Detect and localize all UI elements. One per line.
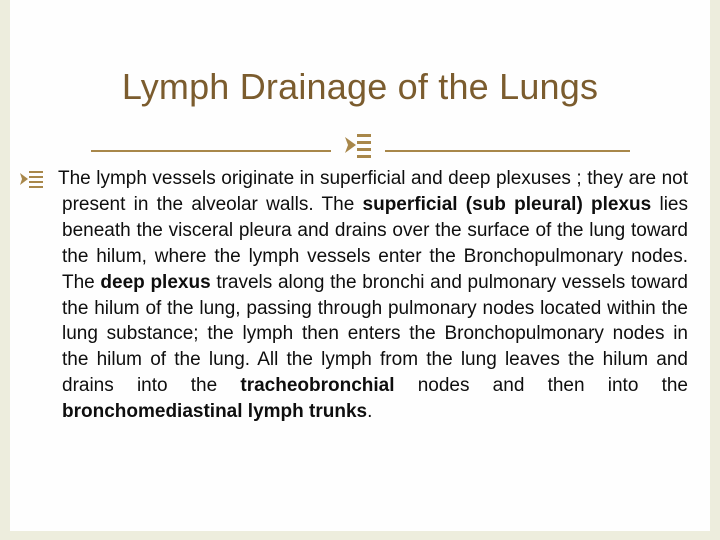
text-run: The lymph vessels originate in superficial and deep plexuses ; they are not present in the alveolar walls. The bbox=[58, 168, 688, 215]
ornament-bullet-icon bbox=[343, 131, 373, 159]
bold-term-deep-plexus: deep plexus bbox=[100, 271, 211, 293]
text-run: . bbox=[367, 401, 373, 423]
text-run: lies beneath the visceral pleura and drains over the surface of the lung toward the hilum, where the lymph vessels enter the Bronchopulmonary nodes. The bbox=[62, 193, 688, 293]
bullet-ornament-icon bbox=[19, 169, 45, 189]
bold-term-bronchomediastinal: bronchomediastinal lymph trunks bbox=[62, 401, 368, 423]
bold-term-superficial-plexus: superficial (sub pleural) plexus bbox=[362, 193, 652, 215]
bold-term-tracheobronchial: tracheobronchial bbox=[240, 375, 395, 397]
body-paragraph bbox=[58, 166, 688, 425]
title-divider-right bbox=[385, 150, 630, 152]
slide-title: Lymph Drainage of the Lungs bbox=[121, 66, 599, 107]
text-run: travels along the bronchi and pulmonary vessels toward the hilum of the lung, passing through pulmonary nodes located within the lung substance; the lymph then enters the Bronchopulmonary nodes in the hilum of the lung. All the lymph from the lung leaves the hilum and drains into the bbox=[62, 271, 688, 397]
text-run: nodes and then into the bbox=[394, 375, 688, 397]
title-divider-left bbox=[91, 150, 331, 152]
